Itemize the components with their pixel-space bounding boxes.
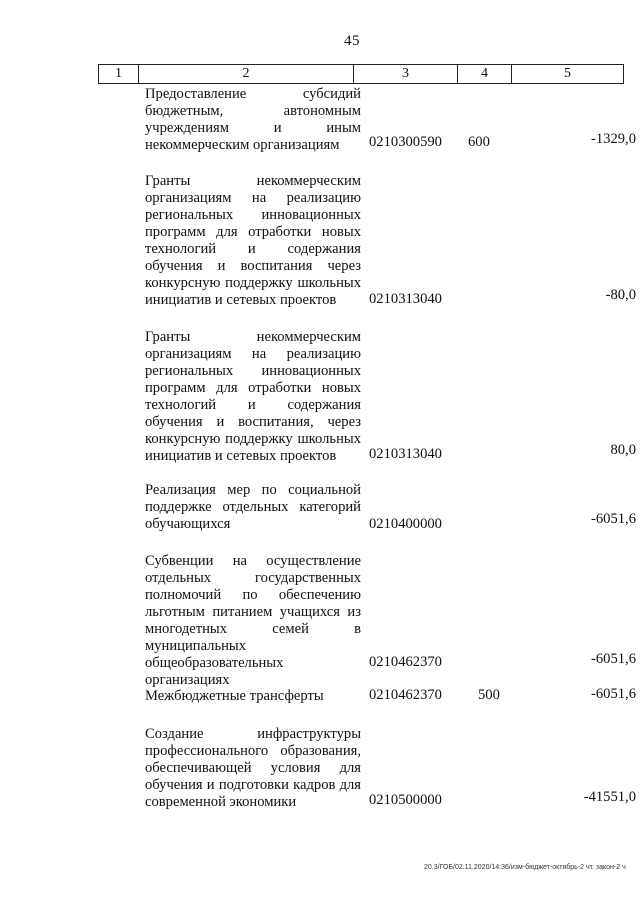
row-description: Реализация мер по социальной поддержке отдельных категорий обучающихся [145, 482, 361, 532]
row-amount: -1329,0 [591, 131, 636, 147]
table-header [98, 64, 624, 84]
footer-stamp: 20.3/ГОБ/02.11.2020/14:36/изм-бюджет-октябрь-2 чт. закон-2 ч [424, 864, 626, 871]
row-expense-type: 500 [478, 687, 500, 703]
row-code: 0210462370 [369, 654, 442, 670]
row-code: 0210462370 [369, 687, 442, 703]
header-col-5: 5 [564, 66, 571, 81]
row-amount: 80,0 [610, 442, 636, 458]
header-col-1: 1 [99, 65, 139, 83]
row-code: 0210313040 [369, 446, 442, 462]
row-description: Гранты некоммерческим организациям на реализацию региональных инновационных программ для отработки новых технологий и содержания обучения и воспитания, через конкурсную поддержку школьных инициатив и сетевых проектов [145, 329, 361, 464]
row-description: Предоставление субсидий бюджетным, автономным учреждениям и иным некоммерческим организациям [145, 86, 361, 153]
row-expense-type: 600 [468, 134, 490, 150]
header-col-4: 4 [458, 65, 512, 83]
row-description: Гранты некоммерческим организациям на реализацию региональных инновационных программ для отработки новых технологий и содержания обучения и воспитания через конкурсную поддержку школьных инициатив и сетевых проектов [145, 173, 361, 308]
row-description: Субвенции на осуществление отдельных государственных полномочий по обеспечению льготным питанием учащихся из многодетных семей в муниципальных общеобразовательных организациях [145, 553, 361, 688]
header-col-3: 3 [354, 65, 458, 83]
row-amount: -6051,6 [591, 651, 636, 667]
row-description: Создание инфраструктуры профессионального образования, обеспечивающей условия для обучения и подготовки кадров для современной экономики [145, 726, 361, 810]
row-description: Межбюджетные трансферты [145, 688, 324, 704]
row-code: 0210300590 [369, 134, 442, 150]
row-code: 0210313040 [369, 291, 442, 307]
row-amount: -80,0 [605, 287, 636, 303]
row-amount: -6051,6 [591, 686, 636, 702]
page-number: 45 [344, 33, 360, 49]
row-code: 0210400000 [369, 516, 442, 532]
row-code: 0210500000 [369, 792, 442, 808]
row-amount: -6051,6 [591, 511, 636, 527]
row-amount: -41551,0 [583, 789, 636, 805]
header-col-2: 2 [139, 65, 354, 83]
